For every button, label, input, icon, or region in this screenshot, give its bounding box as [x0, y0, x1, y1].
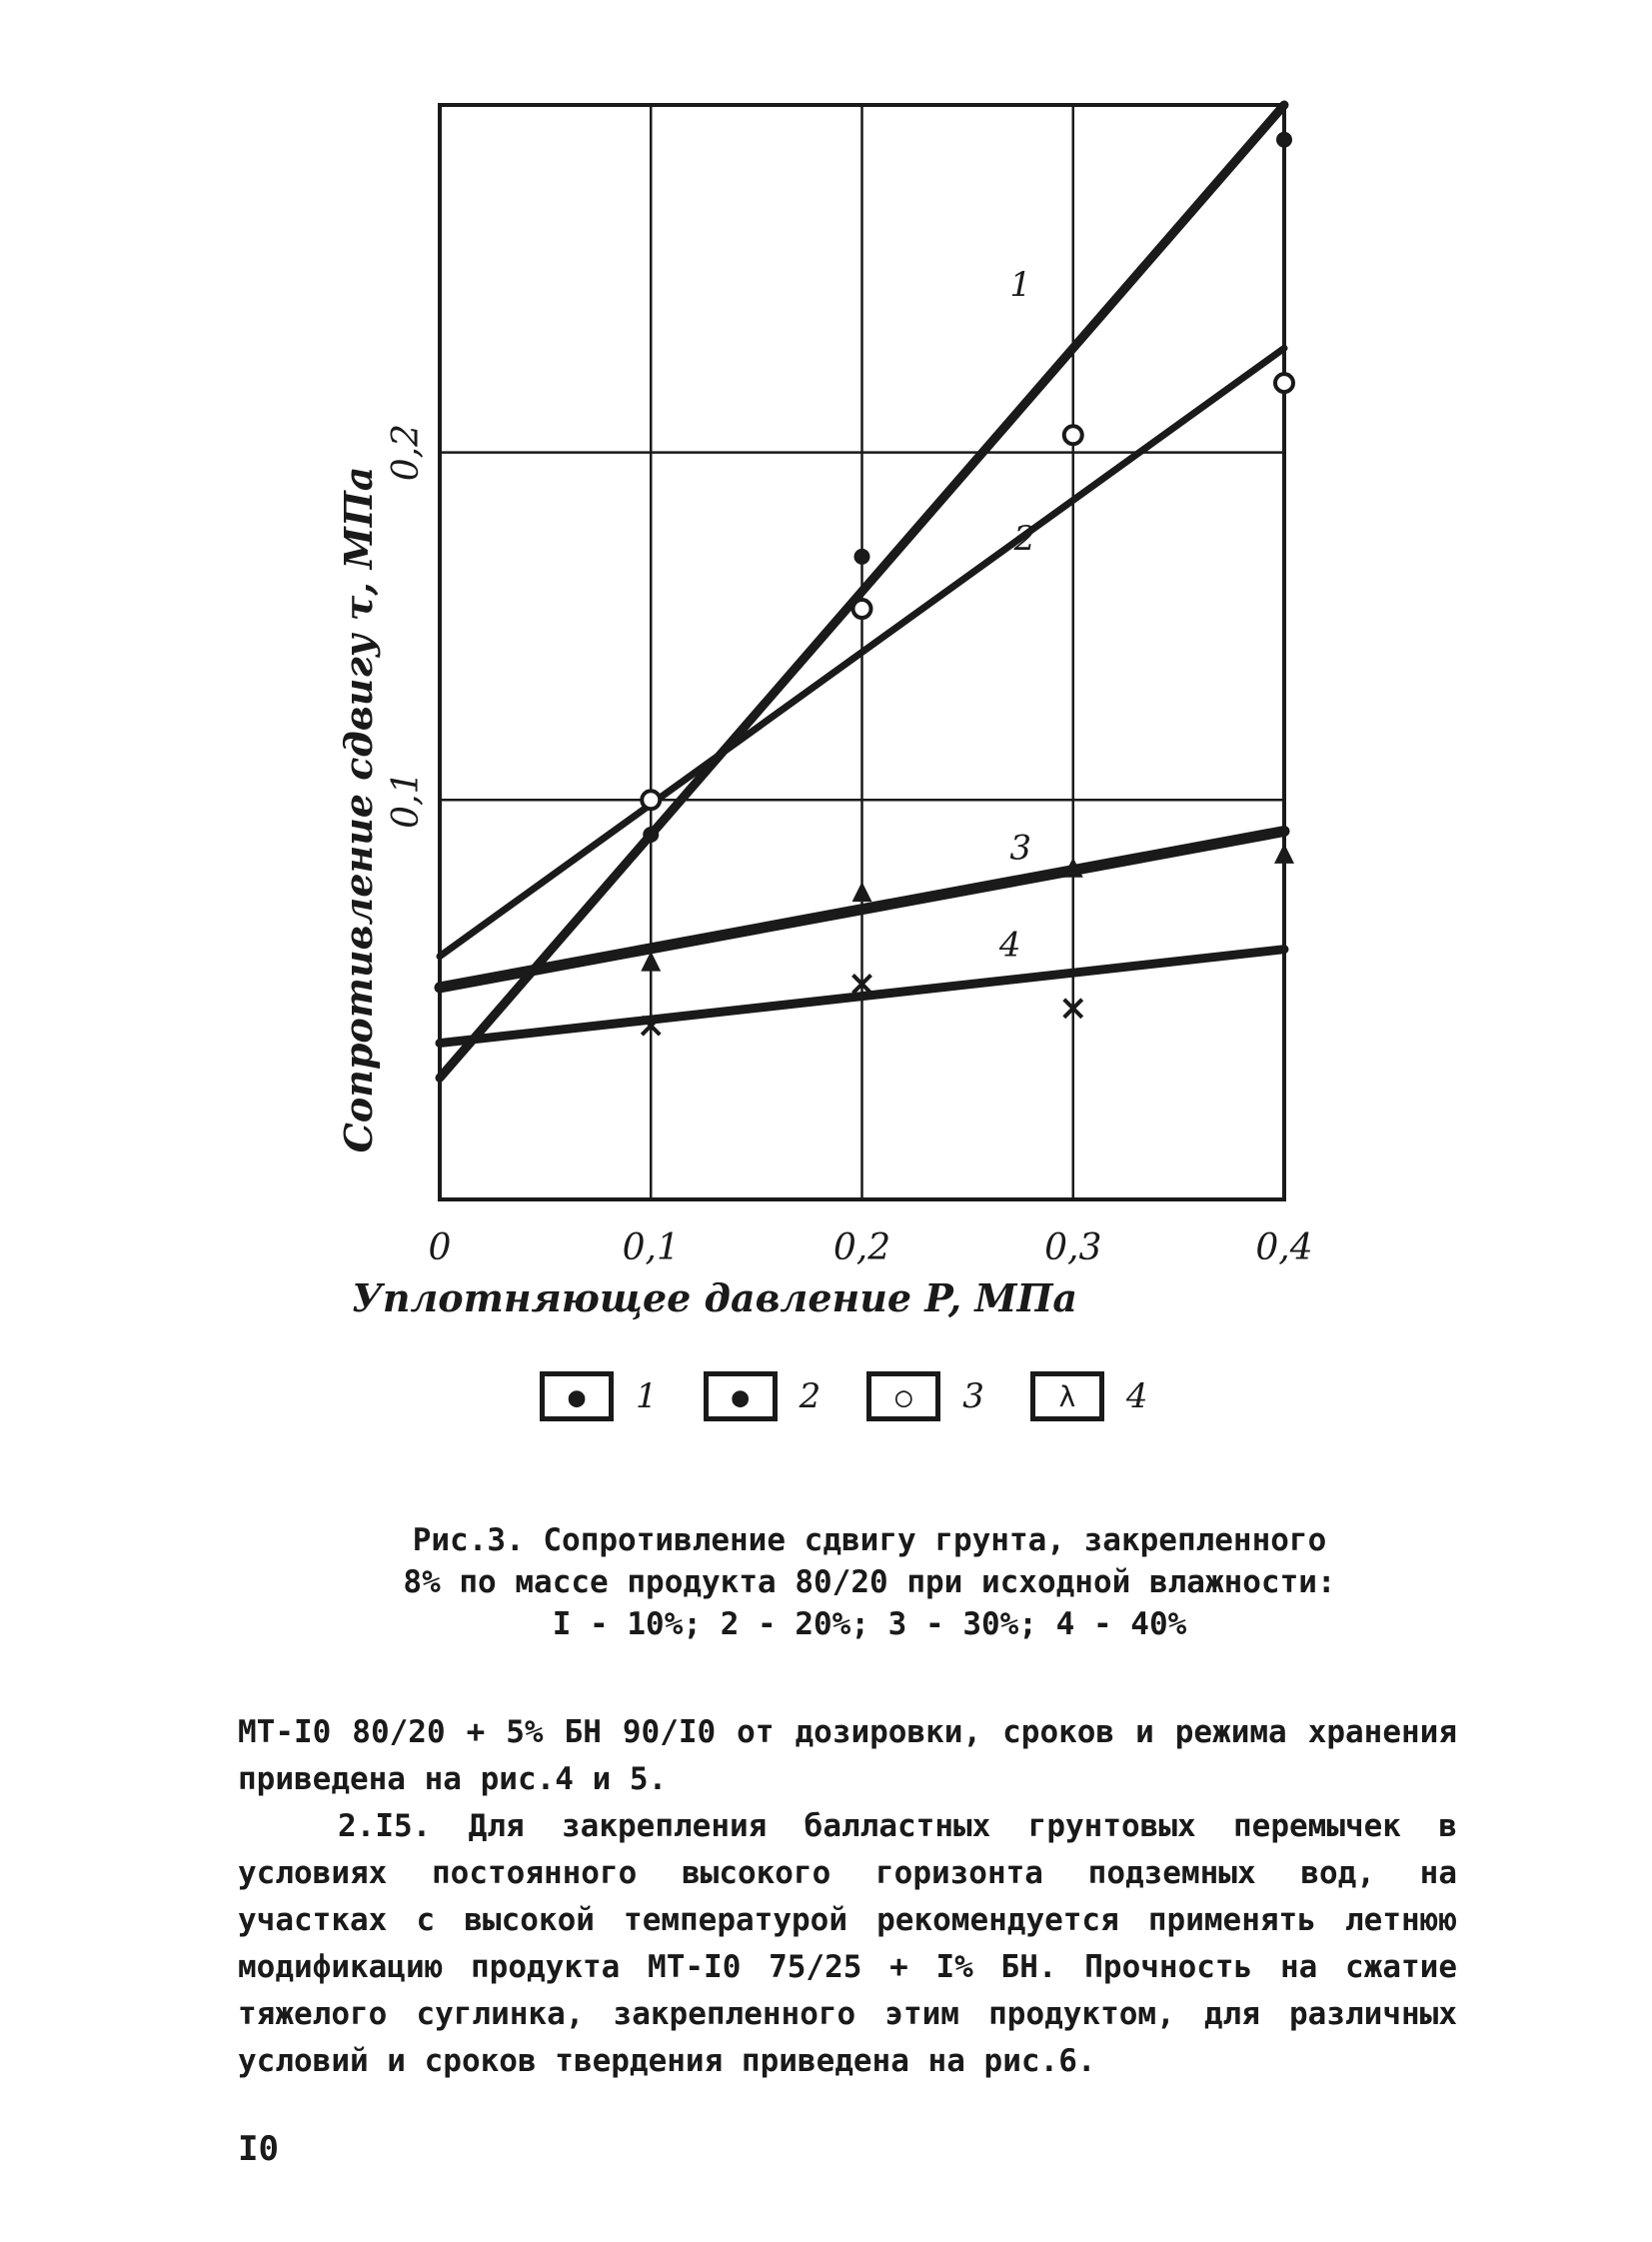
- caption-line-1: Рис.3. Сопротивление сдвигу грунта, закрепленного: [412, 1522, 1327, 1558]
- y-tick-label: 0,2: [386, 423, 427, 482]
- legend-item-1: [540, 1371, 658, 1421]
- x-tick-label: 0,1: [622, 1227, 680, 1268]
- legend-marker-filled-dot: ●: [704, 1371, 778, 1421]
- paragraph-2: 2.I5. Для закрепления балластных грунтовых перемычек в условиях постоянного высокого горизонта подземных вод, на участках с высокой температурой рекомендуется применять летнюю модификацию продукта МТ-I0 75/25 + I% БН. Прочность на сжатие тяжелого суглинка, закрепленного этим продуктом, для различных условий и сроков твердения приведена на рис.6.: [238, 1808, 1457, 2079]
- x-tick-label: 0: [428, 1227, 452, 1268]
- caption-line-3: I - 10%; 2 - 20%; 3 - 30%; 4 - 40%: [552, 1606, 1187, 1642]
- x-tick-label: 0,4: [1255, 1227, 1313, 1268]
- legend-label: 2: [799, 1376, 822, 1416]
- legend-item-3: [866, 1371, 984, 1421]
- legend-label: 4: [1125, 1376, 1148, 1416]
- body-text: [238, 1709, 1457, 2085]
- y-tick-label: 0,1: [386, 771, 427, 829]
- x-tick-label: 0,2: [832, 1227, 891, 1268]
- y-tick-labels: [386, 424, 427, 829]
- data-point-series-3: [1274, 844, 1294, 864]
- legend-item-2: [704, 1371, 822, 1421]
- data-point-series-2: [1064, 426, 1082, 444]
- data-point-series-1: [854, 549, 870, 565]
- series-number-label: 2: [1013, 518, 1036, 559]
- data-point-series-2: [1275, 374, 1293, 392]
- legend-marker-open-circle: ○: [866, 1371, 940, 1421]
- series-number-label: 1: [1009, 265, 1032, 306]
- data-point-series-2: [853, 600, 871, 618]
- legend-marker-lambda: λ: [1030, 1371, 1104, 1421]
- x-tick-label: 0,3: [1044, 1227, 1102, 1268]
- series-number-label: 4: [998, 925, 1021, 966]
- line-number-labels: [998, 265, 1035, 965]
- data-point-series-1: [643, 827, 659, 843]
- legend: [540, 1361, 1194, 1431]
- y-axis-label: Сопротивление сдвигу τ, МПа: [336, 466, 381, 1153]
- data-point-series-1: [1276, 132, 1292, 148]
- data-point-series-3: [852, 882, 872, 902]
- figure-caption: [345, 1519, 1394, 1645]
- x-tick-labels: [429, 1227, 1313, 1268]
- data-point-series-2: [642, 791, 660, 809]
- caption-line-2: 8% по массе продукта 80/20 при исходной влажности:: [403, 1564, 1336, 1600]
- legend-label: 1: [636, 1376, 658, 1416]
- paragraph-1: МТ-I0 80/20 + 5% БН 90/I0 от дозировки, сроков и режима хранения приведена на рис.4 и 5.: [238, 1714, 1457, 1797]
- series-number-label: 3: [1009, 828, 1032, 869]
- legend-marker-filled-dot: ●: [540, 1371, 614, 1421]
- x-axis-label: Уплотняющее давление P, МПа: [352, 1275, 1077, 1320]
- page-number: I0: [238, 2129, 279, 2169]
- series-points: [641, 132, 1294, 1035]
- legend-item-4: [1030, 1371, 1148, 1421]
- legend-label: 3: [962, 1376, 984, 1416]
